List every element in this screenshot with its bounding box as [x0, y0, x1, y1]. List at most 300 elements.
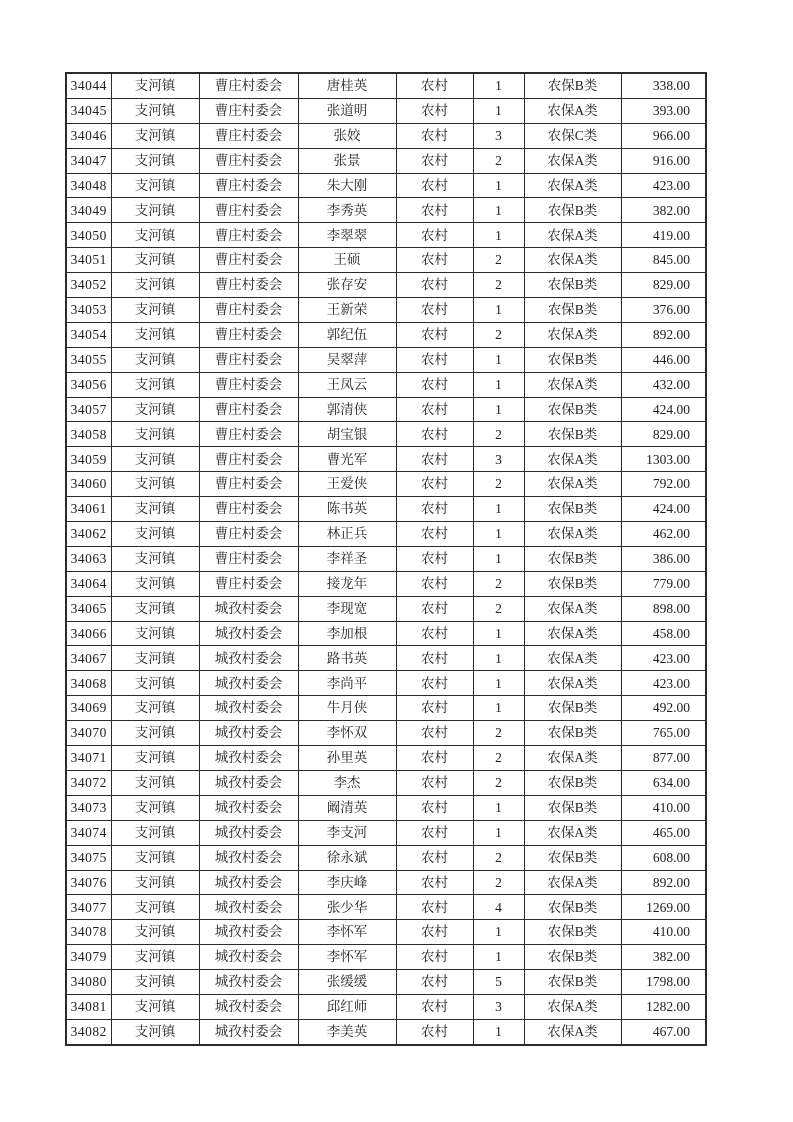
cell-category: 农村	[396, 571, 473, 596]
cell-village: 城孜村委会	[199, 920, 298, 945]
cell-id: 34065	[66, 596, 111, 621]
cell-count: 2	[473, 770, 524, 795]
cell-insurance: 农保A类	[524, 621, 621, 646]
cell-category: 农村	[396, 223, 473, 248]
cell-amount: 877.00	[621, 746, 706, 771]
cell-name: 接龙年	[298, 571, 396, 596]
cell-name: 李怀双	[298, 721, 396, 746]
cell-village: 城孜村委会	[199, 696, 298, 721]
cell-village: 曹庄村委会	[199, 173, 298, 198]
cell-id: 34069	[66, 696, 111, 721]
cell-insurance: 农保A类	[524, 522, 621, 547]
cell-category: 农村	[396, 646, 473, 671]
cell-amount: 424.00	[621, 397, 706, 422]
cell-amount: 1798.00	[621, 970, 706, 995]
cell-id: 34063	[66, 546, 111, 571]
cell-category: 农村	[396, 273, 473, 298]
cell-category: 农村	[396, 820, 473, 845]
cell-name: 曹光军	[298, 447, 396, 472]
table-row	[66, 920, 706, 945]
table-row	[66, 770, 706, 795]
cell-town: 支河镇	[111, 1019, 199, 1044]
cell-id: 34058	[66, 422, 111, 447]
cell-village: 曹庄村委会	[199, 447, 298, 472]
table-row	[66, 820, 706, 845]
table-row	[66, 73, 706, 98]
cell-count: 1	[473, 397, 524, 422]
cell-id: 34053	[66, 298, 111, 323]
cell-count: 3	[473, 123, 524, 148]
cell-town: 支河镇	[111, 497, 199, 522]
cell-insurance: 农保B类	[524, 397, 621, 422]
cell-category: 农村	[396, 422, 473, 447]
cell-id: 34082	[66, 1019, 111, 1044]
cell-insurance: 农保A类	[524, 472, 621, 497]
cell-amount: 608.00	[621, 845, 706, 870]
cell-count: 1	[473, 945, 524, 970]
table-row	[66, 646, 706, 671]
cell-town: 支河镇	[111, 596, 199, 621]
cell-name: 朱大刚	[298, 173, 396, 198]
table-row	[66, 422, 706, 447]
cell-id: 34049	[66, 198, 111, 223]
cell-count: 2	[473, 845, 524, 870]
cell-count: 2	[473, 721, 524, 746]
cell-name: 牛月侠	[298, 696, 396, 721]
cell-insurance: 农保B类	[524, 920, 621, 945]
cell-id: 34050	[66, 223, 111, 248]
cell-category: 农村	[396, 1019, 473, 1044]
table-row	[66, 322, 706, 347]
cell-category: 农村	[396, 372, 473, 397]
table-row	[66, 298, 706, 323]
cell-amount: 382.00	[621, 945, 706, 970]
cell-name: 陈书英	[298, 497, 396, 522]
cell-village: 城孜村委会	[199, 895, 298, 920]
cell-name: 王新荣	[298, 298, 396, 323]
cell-insurance: 农保B类	[524, 73, 621, 98]
cell-insurance: 农保B类	[524, 422, 621, 447]
cell-village: 城孜村委会	[199, 721, 298, 746]
cell-insurance: 农保B类	[524, 970, 621, 995]
cell-count: 1	[473, 1019, 524, 1044]
cell-insurance: 农保A类	[524, 820, 621, 845]
cell-town: 支河镇	[111, 696, 199, 721]
table-row	[66, 123, 706, 148]
table-row	[66, 870, 706, 895]
cell-name: 李支河	[298, 820, 396, 845]
cell-amount: 829.00	[621, 422, 706, 447]
cell-amount: 458.00	[621, 621, 706, 646]
cell-name: 张少华	[298, 895, 396, 920]
cell-id: 34078	[66, 920, 111, 945]
table-row	[66, 945, 706, 970]
cell-insurance: 农保A类	[524, 746, 621, 771]
cell-town: 支河镇	[111, 198, 199, 223]
cell-name: 张缓缓	[298, 970, 396, 995]
cell-name: 徐永斌	[298, 845, 396, 870]
cell-category: 农村	[396, 920, 473, 945]
table-row	[66, 198, 706, 223]
cell-name: 林正兵	[298, 522, 396, 547]
cell-count: 5	[473, 970, 524, 995]
cell-id: 34048	[66, 173, 111, 198]
pension-roster-table	[65, 72, 707, 1046]
cell-amount: 467.00	[621, 1019, 706, 1044]
cell-town: 支河镇	[111, 298, 199, 323]
cell-count: 1	[473, 696, 524, 721]
cell-category: 农村	[396, 497, 473, 522]
cell-name: 郭清侠	[298, 397, 396, 422]
cell-category: 农村	[396, 795, 473, 820]
cell-name: 吴翠萍	[298, 347, 396, 372]
cell-count: 1	[473, 621, 524, 646]
cell-town: 支河镇	[111, 73, 199, 98]
cell-id: 34075	[66, 845, 111, 870]
cell-village: 曹庄村委会	[199, 422, 298, 447]
table-row	[66, 596, 706, 621]
cell-count: 2	[473, 746, 524, 771]
table-row	[66, 472, 706, 497]
table-row	[66, 1019, 706, 1044]
cell-amount: 829.00	[621, 273, 706, 298]
cell-village: 城孜村委会	[199, 770, 298, 795]
cell-count: 1	[473, 298, 524, 323]
cell-insurance: 农保B类	[524, 497, 621, 522]
cell-category: 农村	[396, 198, 473, 223]
cell-id: 34059	[66, 447, 111, 472]
cell-id: 34079	[66, 945, 111, 970]
cell-amount: 386.00	[621, 546, 706, 571]
table-row	[66, 546, 706, 571]
cell-village: 曹庄村委会	[199, 273, 298, 298]
cell-count: 1	[473, 795, 524, 820]
cell-village: 曹庄村委会	[199, 397, 298, 422]
cell-town: 支河镇	[111, 322, 199, 347]
cell-category: 农村	[396, 970, 473, 995]
cell-name: 郭纪伍	[298, 322, 396, 347]
cell-id: 34051	[66, 248, 111, 273]
cell-id: 34062	[66, 522, 111, 547]
cell-insurance: 农保B类	[524, 347, 621, 372]
cell-town: 支河镇	[111, 820, 199, 845]
cell-count: 2	[473, 870, 524, 895]
cell-id: 34066	[66, 621, 111, 646]
cell-count: 4	[473, 895, 524, 920]
table-row	[66, 223, 706, 248]
cell-insurance: 农保A类	[524, 994, 621, 1019]
cell-id: 34067	[66, 646, 111, 671]
cell-name: 唐桂英	[298, 73, 396, 98]
cell-amount: 892.00	[621, 322, 706, 347]
cell-category: 农村	[396, 248, 473, 273]
cell-village: 曹庄村委会	[199, 546, 298, 571]
cell-town: 支河镇	[111, 795, 199, 820]
cell-amount: 916.00	[621, 148, 706, 173]
cell-name: 张景	[298, 148, 396, 173]
cell-count: 1	[473, 497, 524, 522]
cell-category: 农村	[396, 994, 473, 1019]
cell-town: 支河镇	[111, 422, 199, 447]
table-row	[66, 397, 706, 422]
cell-town: 支河镇	[111, 945, 199, 970]
cell-name: 李杰	[298, 770, 396, 795]
cell-village: 曹庄村委会	[199, 522, 298, 547]
cell-town: 支河镇	[111, 746, 199, 771]
cell-village: 曹庄村委会	[199, 248, 298, 273]
cell-name: 李怀军	[298, 945, 396, 970]
cell-insurance: 农保B类	[524, 945, 621, 970]
cell-name: 张道明	[298, 98, 396, 123]
cell-town: 支河镇	[111, 895, 199, 920]
cell-village: 曹庄村委会	[199, 322, 298, 347]
table-row	[66, 248, 706, 273]
table-row	[66, 721, 706, 746]
cell-name: 孙里英	[298, 746, 396, 771]
table-row	[66, 571, 706, 596]
cell-insurance: 农保A类	[524, 1019, 621, 1044]
cell-village: 城孜村委会	[199, 646, 298, 671]
cell-insurance: 农保A类	[524, 372, 621, 397]
cell-category: 农村	[396, 347, 473, 372]
cell-village: 曹庄村委会	[199, 73, 298, 98]
cell-category: 农村	[396, 721, 473, 746]
cell-village: 城孜村委会	[199, 596, 298, 621]
cell-id: 34072	[66, 770, 111, 795]
cell-insurance: 农保B类	[524, 770, 621, 795]
table-row	[66, 447, 706, 472]
cell-town: 支河镇	[111, 273, 199, 298]
cell-name: 李加根	[298, 621, 396, 646]
cell-name: 邱红师	[298, 994, 396, 1019]
table-row	[66, 497, 706, 522]
cell-village: 曹庄村委会	[199, 198, 298, 223]
cell-town: 支河镇	[111, 148, 199, 173]
cell-category: 农村	[396, 895, 473, 920]
table-row	[66, 347, 706, 372]
cell-amount: 410.00	[621, 795, 706, 820]
cell-town: 支河镇	[111, 98, 199, 123]
cell-insurance: 农保A类	[524, 870, 621, 895]
table-row	[66, 671, 706, 696]
cell-town: 支河镇	[111, 845, 199, 870]
cell-insurance: 农保B类	[524, 895, 621, 920]
table-row	[66, 895, 706, 920]
cell-count: 1	[473, 522, 524, 547]
cell-id: 34060	[66, 472, 111, 497]
cell-id: 34056	[66, 372, 111, 397]
table-row	[66, 746, 706, 771]
cell-insurance: 农保A类	[524, 322, 621, 347]
cell-id: 34080	[66, 970, 111, 995]
cell-amount: 419.00	[621, 223, 706, 248]
cell-amount: 792.00	[621, 472, 706, 497]
cell-id: 34070	[66, 721, 111, 746]
cell-village: 城孜村委会	[199, 621, 298, 646]
cell-id: 34057	[66, 397, 111, 422]
cell-id: 34076	[66, 870, 111, 895]
cell-town: 支河镇	[111, 522, 199, 547]
cell-category: 农村	[396, 945, 473, 970]
cell-id: 34045	[66, 98, 111, 123]
cell-id: 34047	[66, 148, 111, 173]
cell-count: 1	[473, 98, 524, 123]
cell-id: 34055	[66, 347, 111, 372]
cell-amount: 892.00	[621, 870, 706, 895]
cell-insurance: 农保B类	[524, 273, 621, 298]
cell-name: 胡宝银	[298, 422, 396, 447]
table-row	[66, 970, 706, 995]
table-row	[66, 522, 706, 547]
cell-category: 农村	[396, 148, 473, 173]
cell-amount: 410.00	[621, 920, 706, 945]
cell-village: 城孜村委会	[199, 820, 298, 845]
table-row	[66, 273, 706, 298]
cell-name: 王爱侠	[298, 472, 396, 497]
cell-name: 李秀英	[298, 198, 396, 223]
cell-amount: 462.00	[621, 522, 706, 547]
cell-amount: 966.00	[621, 123, 706, 148]
cell-count: 2	[473, 273, 524, 298]
cell-count: 1	[473, 820, 524, 845]
cell-count: 1	[473, 198, 524, 223]
table-row	[66, 845, 706, 870]
cell-village: 曹庄村委会	[199, 148, 298, 173]
table-row	[66, 696, 706, 721]
table-row	[66, 994, 706, 1019]
cell-amount: 634.00	[621, 770, 706, 795]
cell-town: 支河镇	[111, 721, 199, 746]
cell-town: 支河镇	[111, 472, 199, 497]
cell-village: 城孜村委会	[199, 671, 298, 696]
cell-town: 支河镇	[111, 970, 199, 995]
cell-insurance: 农保B类	[524, 696, 621, 721]
cell-count: 3	[473, 994, 524, 1019]
table-row	[66, 148, 706, 173]
cell-town: 支河镇	[111, 447, 199, 472]
cell-town: 支河镇	[111, 123, 199, 148]
cell-insurance: 农保B类	[524, 298, 621, 323]
cell-name: 张存安	[298, 273, 396, 298]
cell-amount: 424.00	[621, 497, 706, 522]
cell-amount: 382.00	[621, 198, 706, 223]
cell-count: 2	[473, 571, 524, 596]
cell-category: 农村	[396, 621, 473, 646]
cell-count: 3	[473, 447, 524, 472]
cell-town: 支河镇	[111, 646, 199, 671]
cell-village: 城孜村委会	[199, 870, 298, 895]
cell-insurance: 农保B类	[524, 546, 621, 571]
cell-amount: 338.00	[621, 73, 706, 98]
cell-insurance: 农保B类	[524, 571, 621, 596]
cell-insurance: 农保A类	[524, 98, 621, 123]
cell-amount: 465.00	[621, 820, 706, 845]
cell-village: 城孜村委会	[199, 795, 298, 820]
cell-amount: 845.00	[621, 248, 706, 273]
cell-town: 支河镇	[111, 223, 199, 248]
cell-name: 王凤云	[298, 372, 396, 397]
cell-village: 城孜村委会	[199, 1019, 298, 1044]
cell-name: 李庆峰	[298, 870, 396, 895]
cell-amount: 779.00	[621, 571, 706, 596]
cell-village: 曹庄村委会	[199, 571, 298, 596]
cell-insurance: 农保B类	[524, 198, 621, 223]
cell-category: 农村	[396, 73, 473, 98]
table-row	[66, 621, 706, 646]
cell-count: 2	[473, 596, 524, 621]
cell-village: 曹庄村委会	[199, 347, 298, 372]
cell-town: 支河镇	[111, 870, 199, 895]
cell-insurance: 农保A类	[524, 248, 621, 273]
cell-category: 农村	[396, 397, 473, 422]
cell-village: 城孜村委会	[199, 845, 298, 870]
table-row	[66, 795, 706, 820]
cell-name: 李现宽	[298, 596, 396, 621]
cell-count: 1	[473, 546, 524, 571]
cell-count: 1	[473, 347, 524, 372]
cell-amount: 446.00	[621, 347, 706, 372]
cell-category: 农村	[396, 671, 473, 696]
cell-insurance: 农保A类	[524, 173, 621, 198]
cell-insurance: 农保A类	[524, 148, 621, 173]
cell-id: 34044	[66, 73, 111, 98]
cell-village: 曹庄村委会	[199, 98, 298, 123]
cell-amount: 1303.00	[621, 447, 706, 472]
cell-count: 1	[473, 920, 524, 945]
cell-id: 34054	[66, 322, 111, 347]
cell-count: 1	[473, 372, 524, 397]
cell-amount: 393.00	[621, 98, 706, 123]
cell-town: 支河镇	[111, 546, 199, 571]
cell-insurance: 农保A类	[524, 671, 621, 696]
cell-name: 李尚平	[298, 671, 396, 696]
cell-town: 支河镇	[111, 671, 199, 696]
cell-category: 农村	[396, 522, 473, 547]
cell-village: 曹庄村委会	[199, 223, 298, 248]
cell-category: 农村	[396, 447, 473, 472]
cell-town: 支河镇	[111, 994, 199, 1019]
cell-village: 曹庄村委会	[199, 472, 298, 497]
cell-id: 34081	[66, 994, 111, 1019]
cell-town: 支河镇	[111, 920, 199, 945]
cell-town: 支河镇	[111, 571, 199, 596]
cell-insurance: 农保B类	[524, 721, 621, 746]
cell-amount: 376.00	[621, 298, 706, 323]
cell-name: 李美英	[298, 1019, 396, 1044]
cell-category: 农村	[396, 696, 473, 721]
cell-category: 农村	[396, 845, 473, 870]
cell-town: 支河镇	[111, 248, 199, 273]
cell-category: 农村	[396, 770, 473, 795]
cell-count: 2	[473, 248, 524, 273]
cell-insurance: 农保A类	[524, 596, 621, 621]
cell-count: 1	[473, 173, 524, 198]
cell-town: 支河镇	[111, 347, 199, 372]
cell-village: 城孜村委会	[199, 970, 298, 995]
cell-id: 34064	[66, 571, 111, 596]
cell-id: 34071	[66, 746, 111, 771]
cell-category: 农村	[396, 173, 473, 198]
cell-category: 农村	[396, 472, 473, 497]
cell-amount: 423.00	[621, 646, 706, 671]
cell-category: 农村	[396, 98, 473, 123]
cell-village: 曹庄村委会	[199, 298, 298, 323]
cell-category: 农村	[396, 123, 473, 148]
cell-amount: 423.00	[621, 173, 706, 198]
cell-category: 农村	[396, 746, 473, 771]
cell-name: 李怀军	[298, 920, 396, 945]
cell-insurance: 农保A类	[524, 223, 621, 248]
